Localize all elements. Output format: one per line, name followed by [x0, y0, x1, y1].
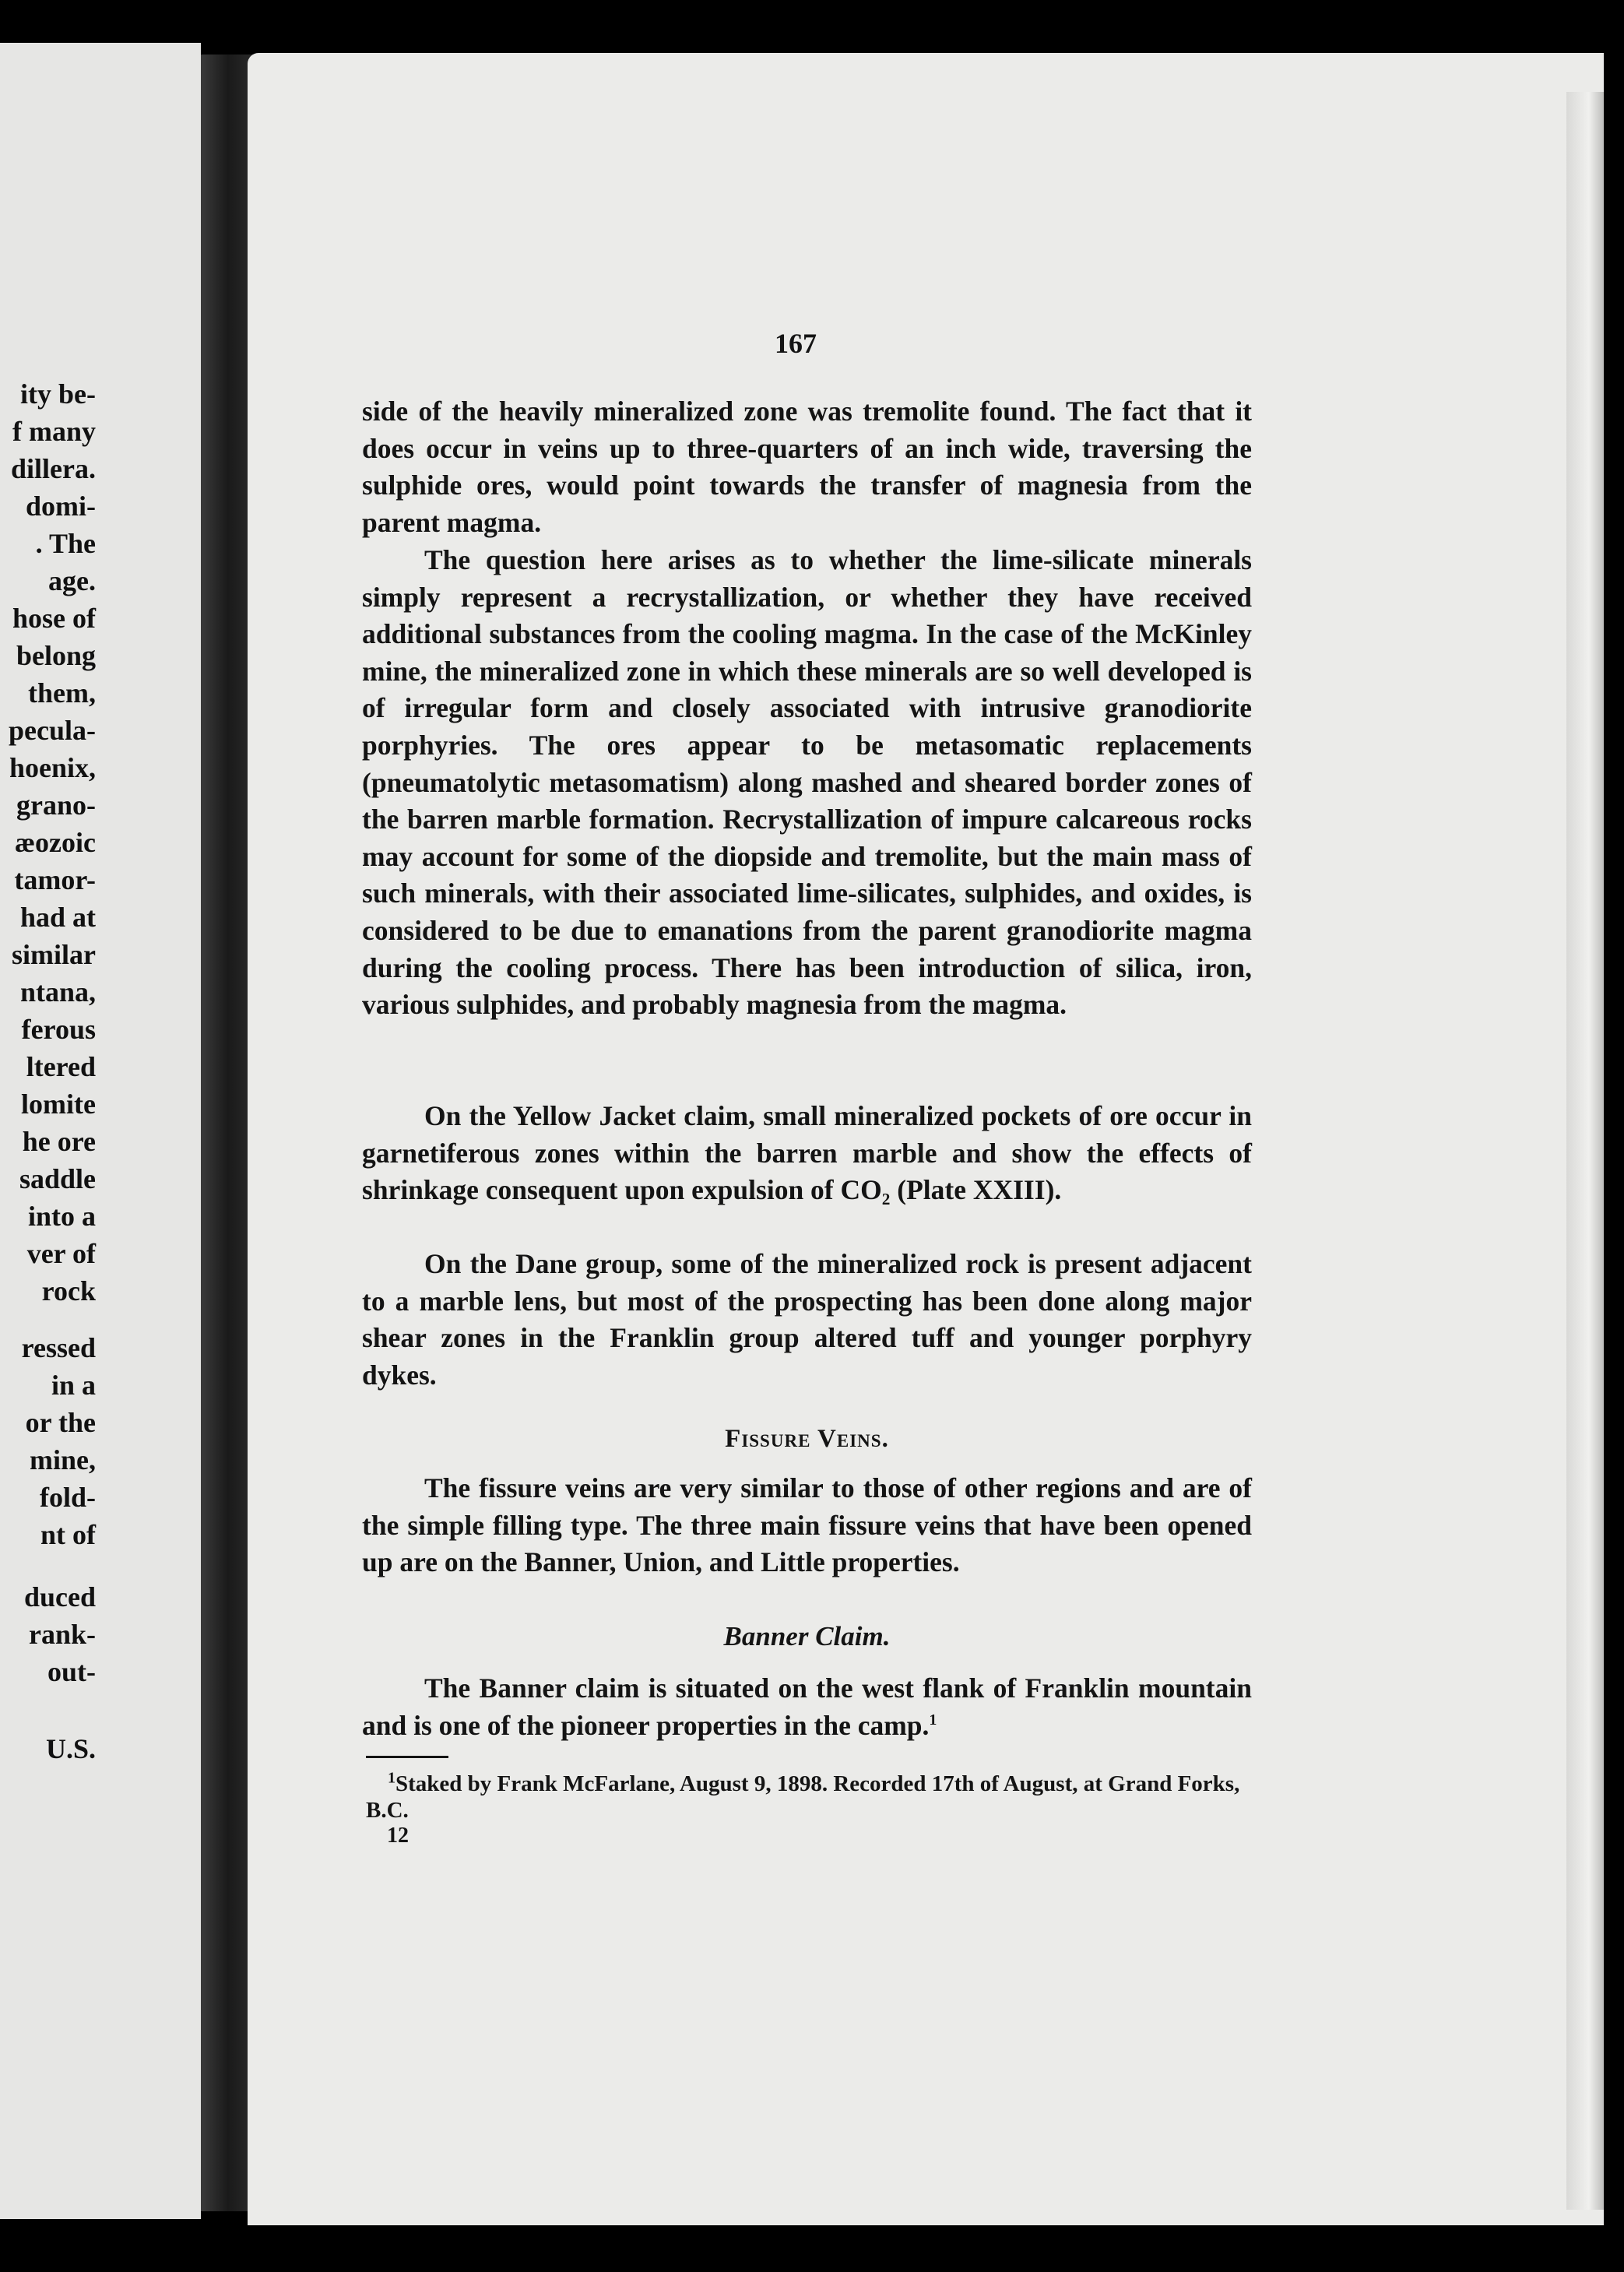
- left-page-line: in a: [51, 1370, 96, 1401]
- footnote-rule: [366, 1756, 448, 1758]
- left-page-line: he ore: [22, 1126, 96, 1157]
- footnote-marker: 1: [388, 1769, 395, 1787]
- left-page-line: age.: [48, 565, 96, 596]
- left-page-line: similar: [12, 939, 96, 970]
- left-page-line: æozoic: [15, 827, 96, 858]
- left-page-line: ferous: [21, 1014, 96, 1045]
- left-page-line: ver of: [26, 1238, 96, 1269]
- left-page-line: had at: [19, 902, 96, 933]
- left-page-line: rock: [41, 1275, 96, 1307]
- banner-paragraph: [362, 1670, 1252, 1744]
- left-page-line: saddle: [19, 1163, 96, 1194]
- subsection-heading: Banner Claim.: [723, 1621, 891, 1651]
- left-page-line: hose of: [12, 603, 96, 634]
- left-page-line: tamor-: [14, 864, 96, 895]
- left-page-line: them,: [28, 677, 96, 709]
- left-page-line: grano-: [16, 790, 96, 821]
- left-page-line: . The: [35, 528, 96, 559]
- left-page-line: ltered: [26, 1051, 96, 1082]
- left-page-line: into a: [27, 1201, 96, 1232]
- left-page-line: lomite: [21, 1089, 96, 1120]
- left-page-line: mine,: [30, 1444, 96, 1475]
- left-page-line: rank-: [28, 1619, 96, 1650]
- left-page-line: ressed: [21, 1332, 96, 1363]
- banner-paragraph-text: The Banner claim is situated on the west flank of Franklin mountain and is one of the pioneer properties in the camp.: [362, 1672, 1252, 1741]
- page-number: 167: [775, 328, 817, 359]
- paragraph-4: On the Dane group, some of the mineralized rock is present adjacent to a marble lens, but most of the prospecting has been done along major shear zones in the Franklin group altered tuff and younger porphyry dykes.: [362, 1248, 1252, 1391]
- fissure-paragraph: The fissure veins are very similar to those of other regions and are of the simple filling type. The three main fissure veins that have been opened up are on the Banner, Union, and Little properties.: [362, 1472, 1252, 1578]
- left-page-line: hoenix,: [9, 752, 96, 783]
- footnote-text: Staked by Frank McFarlane, August 9, 1898. Recorded 17th of August, at Grand Forks, B.C.: [366, 1771, 1240, 1823]
- left-page-line: ity be-: [20, 378, 96, 410]
- left-page-line: f many: [12, 416, 96, 447]
- footnote-ref: 1: [929, 1711, 937, 1729]
- section-heading: Fissure Veins.: [725, 1425, 889, 1453]
- page-edge: [1566, 92, 1604, 2210]
- paragraph-1: side of the heavily mineralized zone was tremolite found. The fact that it does occur in veins up to three-quarters of an inch wide, traversing the sulphide ores, would point towards the transfer of magnesia from the parent magma.: [362, 396, 1252, 538]
- left-page-line: duced: [23, 1581, 96, 1613]
- left-page: [0, 43, 201, 2219]
- footnote: [366, 1771, 1253, 1824]
- paragraph-2: The question here arises as to whether the lime-silicate minerals simply represent a recrystallization, or whether they have received additional substances from the cooling magma. In the case of the McKinley mine, the mineralized zone in which these minerals are so well developed is of irregular form and closely associated with intrusive granodiorite porphyries. The ores appear to be metasomatic replacements (pneumatolytic metasomatism) along mashed and sheared border zones of the barren marble formation. Recrystallization of impure calcareous rocks may account for some of the diopside and tremolite, but the main mass of such minerals, with their associated lime-silicates, sulphides, and oxides, is considered to be due to emanations from the parent granodiorite magma during the cooling process. There has been introduction of silica, iron, various sulphides, and probably magnesia from the magma.: [362, 544, 1252, 1021]
- left-page-line: domi-: [26, 491, 96, 522]
- left-page-line: or the: [25, 1407, 96, 1438]
- left-page-line: dillera.: [11, 453, 96, 484]
- left-page-line: belong: [16, 640, 96, 671]
- left-page-line: fold-: [40, 1482, 96, 1513]
- signature-mark: 12: [387, 1824, 409, 1848]
- left-page-line: ntana,: [19, 976, 96, 1008]
- left-page-line: pecula-: [9, 715, 96, 746]
- left-page-line: U.S.: [45, 1733, 96, 1764]
- left-page-line: nt of: [40, 1519, 96, 1550]
- paragraph-3: On the Yellow Jacket claim, small mineralized pockets of ore occur in garnetiferous zones within the barren marble and show the effects of shrinkage consequent upon expulsion of CO₂ (Plate XXIII).: [362, 1100, 1252, 1206]
- left-page-line: out-: [47, 1656, 96, 1687]
